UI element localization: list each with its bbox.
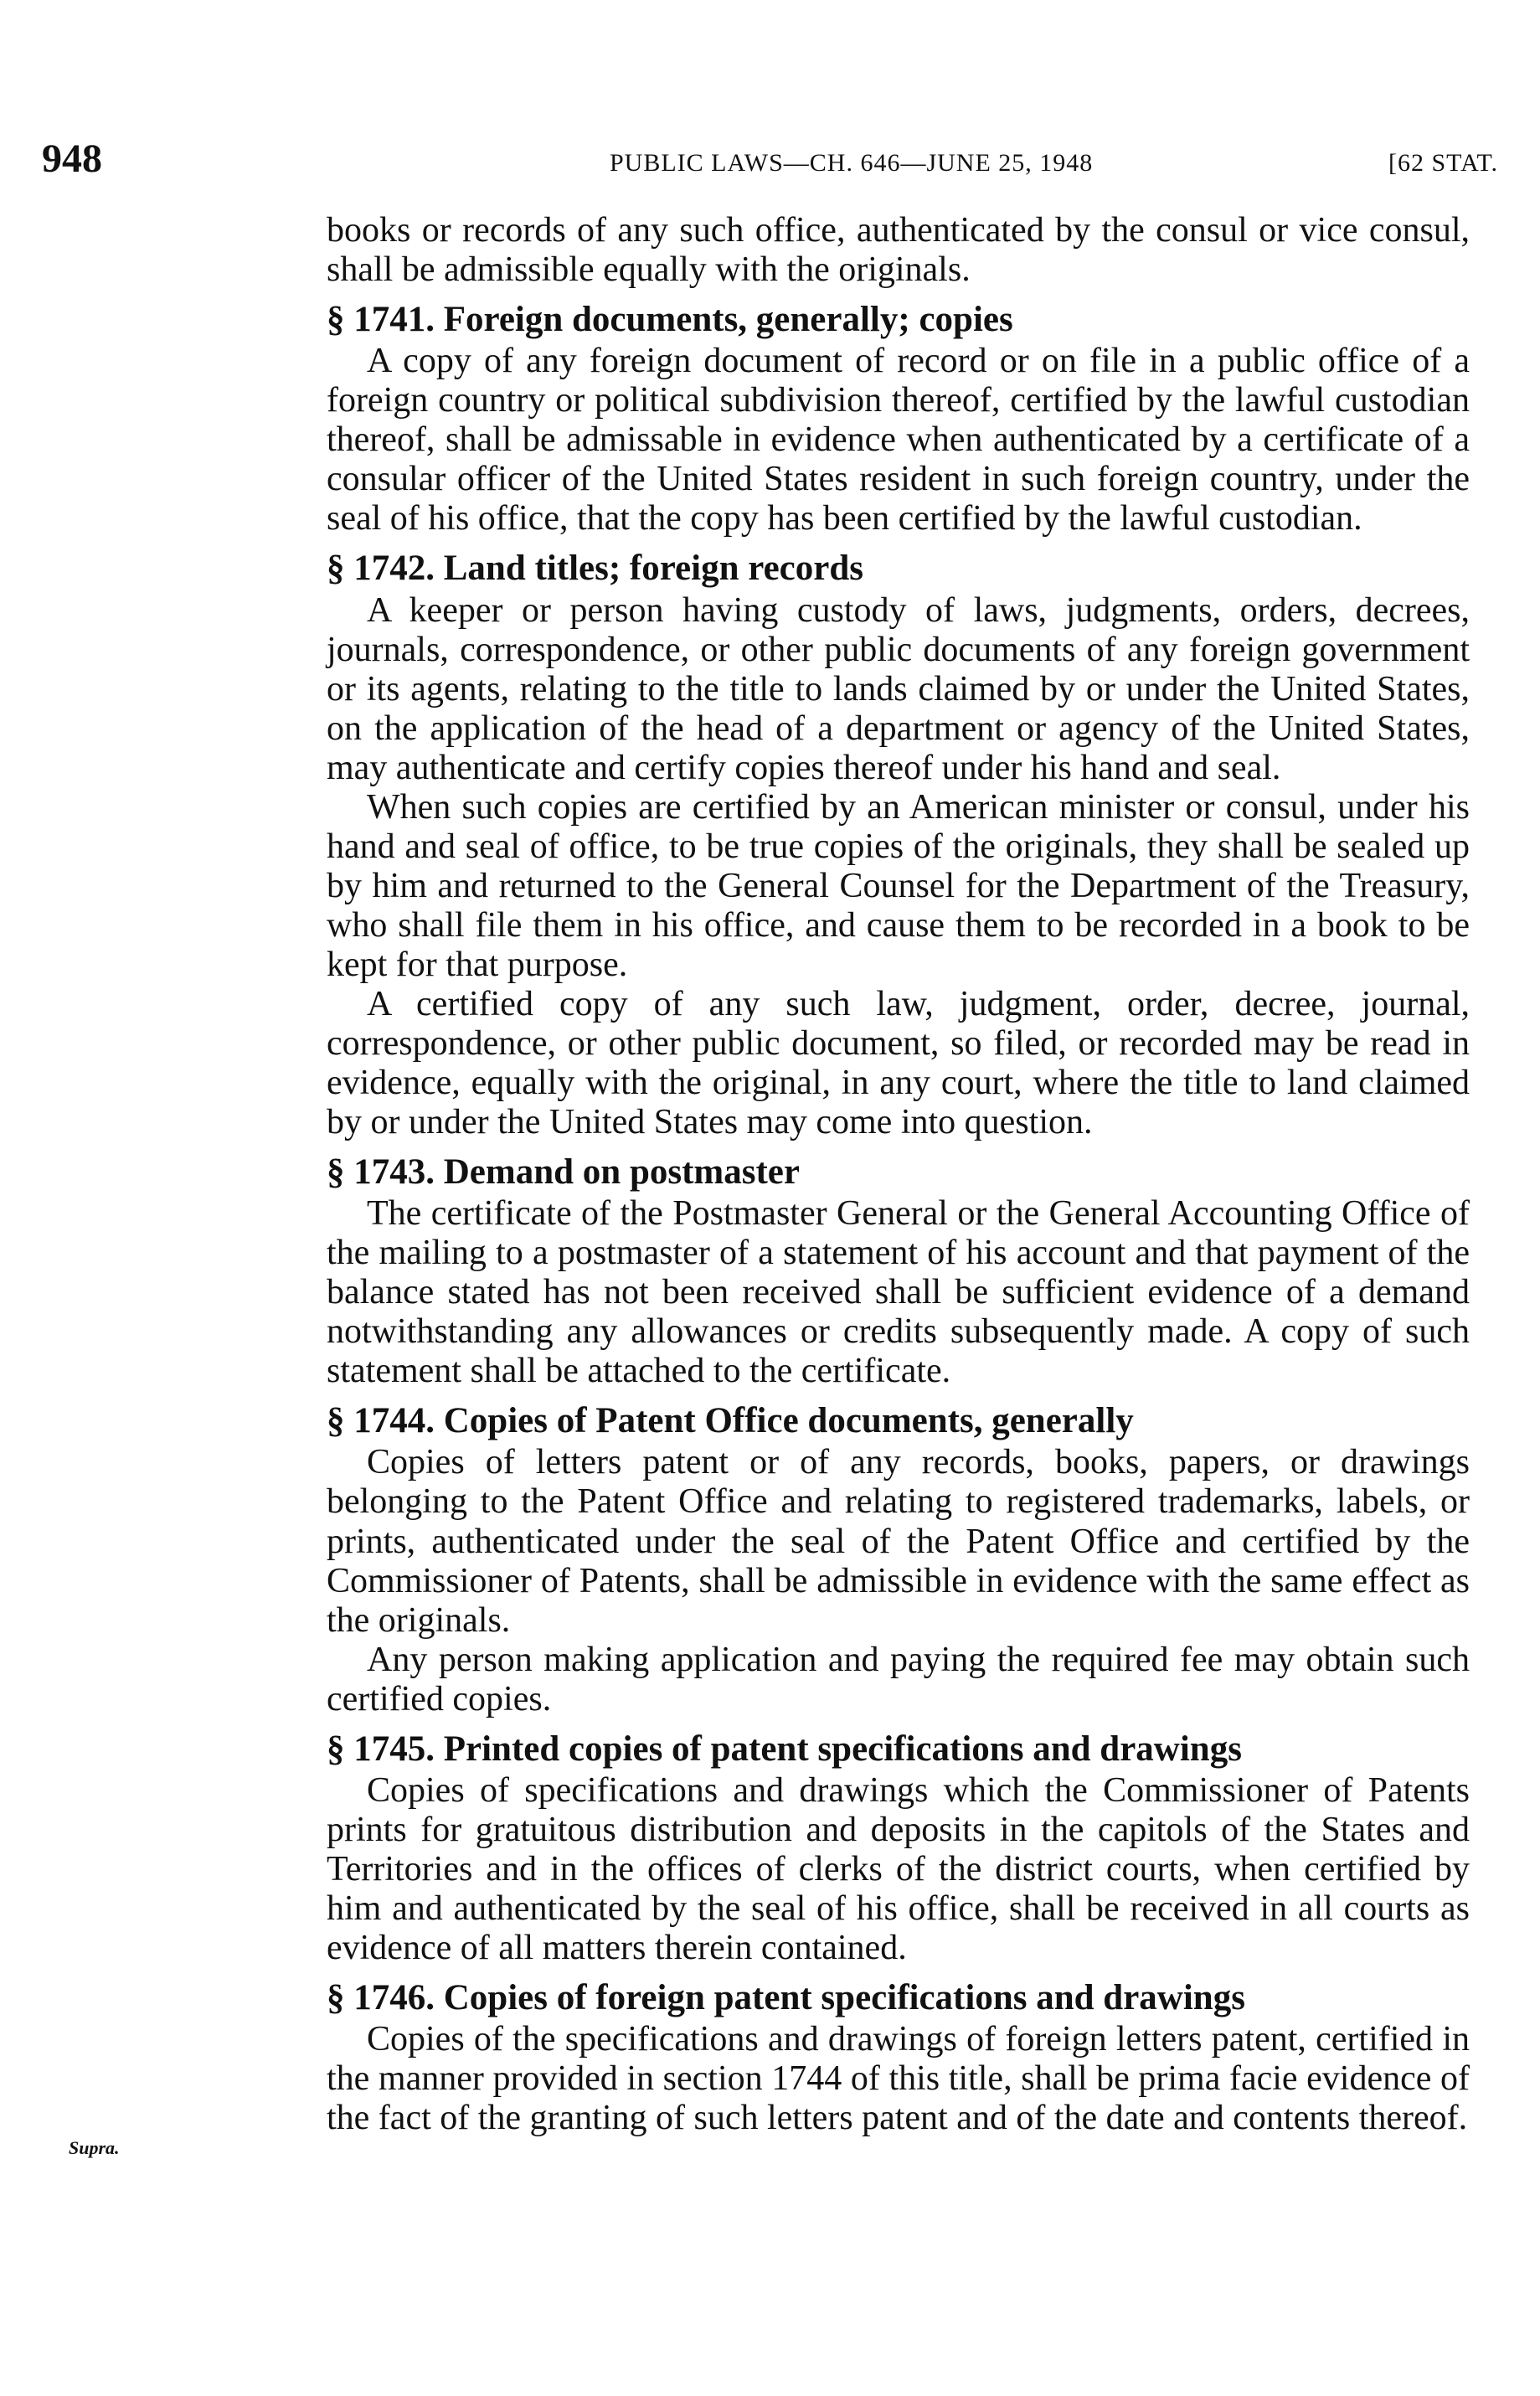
- page-number: 948: [42, 137, 102, 181]
- margin-note: Supra.: [69, 2137, 120, 2158]
- section-1743-heading: § 1743. Demand on postmaster: [327, 1152, 800, 1192]
- statutes-reference: [62 STAT.: [1388, 149, 1499, 177]
- section-1746-heading: § 1746. Copies of foreign patent specifications and drawings: [327, 1977, 1245, 2017]
- continuation-paragraph: books or records of any such office, authenticated by the consul or vice consul, shall be admissible equally with the originals.: [327, 211, 1470, 290]
- section-1742-paragraph-3: A certified copy of any such law, judgment, order, decree, journal, correspondence, or other public document, so filed, or recorded may be read in evidence, equally with the original, in any court, where the title to land claimed by or under the United States may come into question.: [327, 984, 1470, 1141]
- section-1742-paragraph-2: When such copies are certified by an American minister or consul, under his hand and seal of office, to be true copies of the originals, they shall be sealed up by him and returned to the General Counsel for the Department of the Treasury, who shall file them in his office, and cause them to be recorded in a book to be kept for that purpose.: [327, 787, 1470, 984]
- section-1741-heading: § 1741. Foreign documents, generally; copies: [327, 300, 1013, 340]
- section-1745-paragraph: Copies of specifications and drawings which the Commissioner of Patents prints for gratuitous distribution and deposits in the capitols of the States and Territories and in the offices of clerks of the district courts, when certified by him and authenticated by the seal of his office, shall be received in all courts as evidence of all matters therein contained.: [327, 1770, 1470, 1967]
- body-text: [327, 211, 1470, 2138]
- section-1746-paragraph: Copies of the specifications and drawings of foreign letters patent, certified in the manner provided in section 1744 of this title, shall be prima facie evidence of the fact of the granting of such letters patent and of the date and contents thereof.: [327, 2020, 1470, 2138]
- section-1742-heading: § 1742. Land titles; foreign records: [327, 549, 863, 589]
- section-1744-paragraph-1: Copies of letters patent or of any records, books, papers, or drawings belonging to the Patent Office and relating to registered trademarks, labels, or prints, authenticated under the seal of the Patent Office and certified by the Commissioner of Patents, shall be admissible in evidence with the same effect as the originals.: [327, 1443, 1470, 1640]
- section-1743-paragraph: The certificate of the Postmaster General or the General Accounting Office of the mailing to a postmaster of a statement of his account and that payment of the balance stated has not been received shall be sufficient evidence of a demand notwithstanding any allowances or credits subsequently made. A copy of such statement shall be attached to the certificate.: [327, 1194, 1470, 1391]
- section-1742-paragraph-1: A keeper or person having custody of laws, judgments, orders, decrees, journals, correspondence, or other public documents of any foreign government or its agents, relating to the title to lands claimed by or under the United States, on the application of the head of a department or agency of the United States, may authenticate and certify copies thereof under his hand and seal.: [327, 590, 1470, 787]
- page-header: [0, 136, 1540, 186]
- section-1744-paragraph-2: Any person making application and paying the required fee may obtain such certified copies.: [327, 1640, 1470, 1718]
- section-1741-paragraph: A copy of any foreign document of record or on file in a public office of a foreign country or political subdivision thereof, certified by the lawful custodian thereof, shall be admissable in evidence when authenticated by a certificate of a consular officer of the United States resident in such foreign country, under the seal of his office, that the copy has been certified by the lawful custodian.: [327, 342, 1470, 538]
- section-1745-heading: § 1745. Printed copies of patent specifications and drawings: [327, 1729, 1242, 1769]
- section-1744-heading: § 1744. Copies of Patent Office documents, generally: [327, 1401, 1134, 1441]
- running-head: PUBLIC LAWS—CH. 646—JUNE 25, 1948: [610, 149, 1094, 177]
